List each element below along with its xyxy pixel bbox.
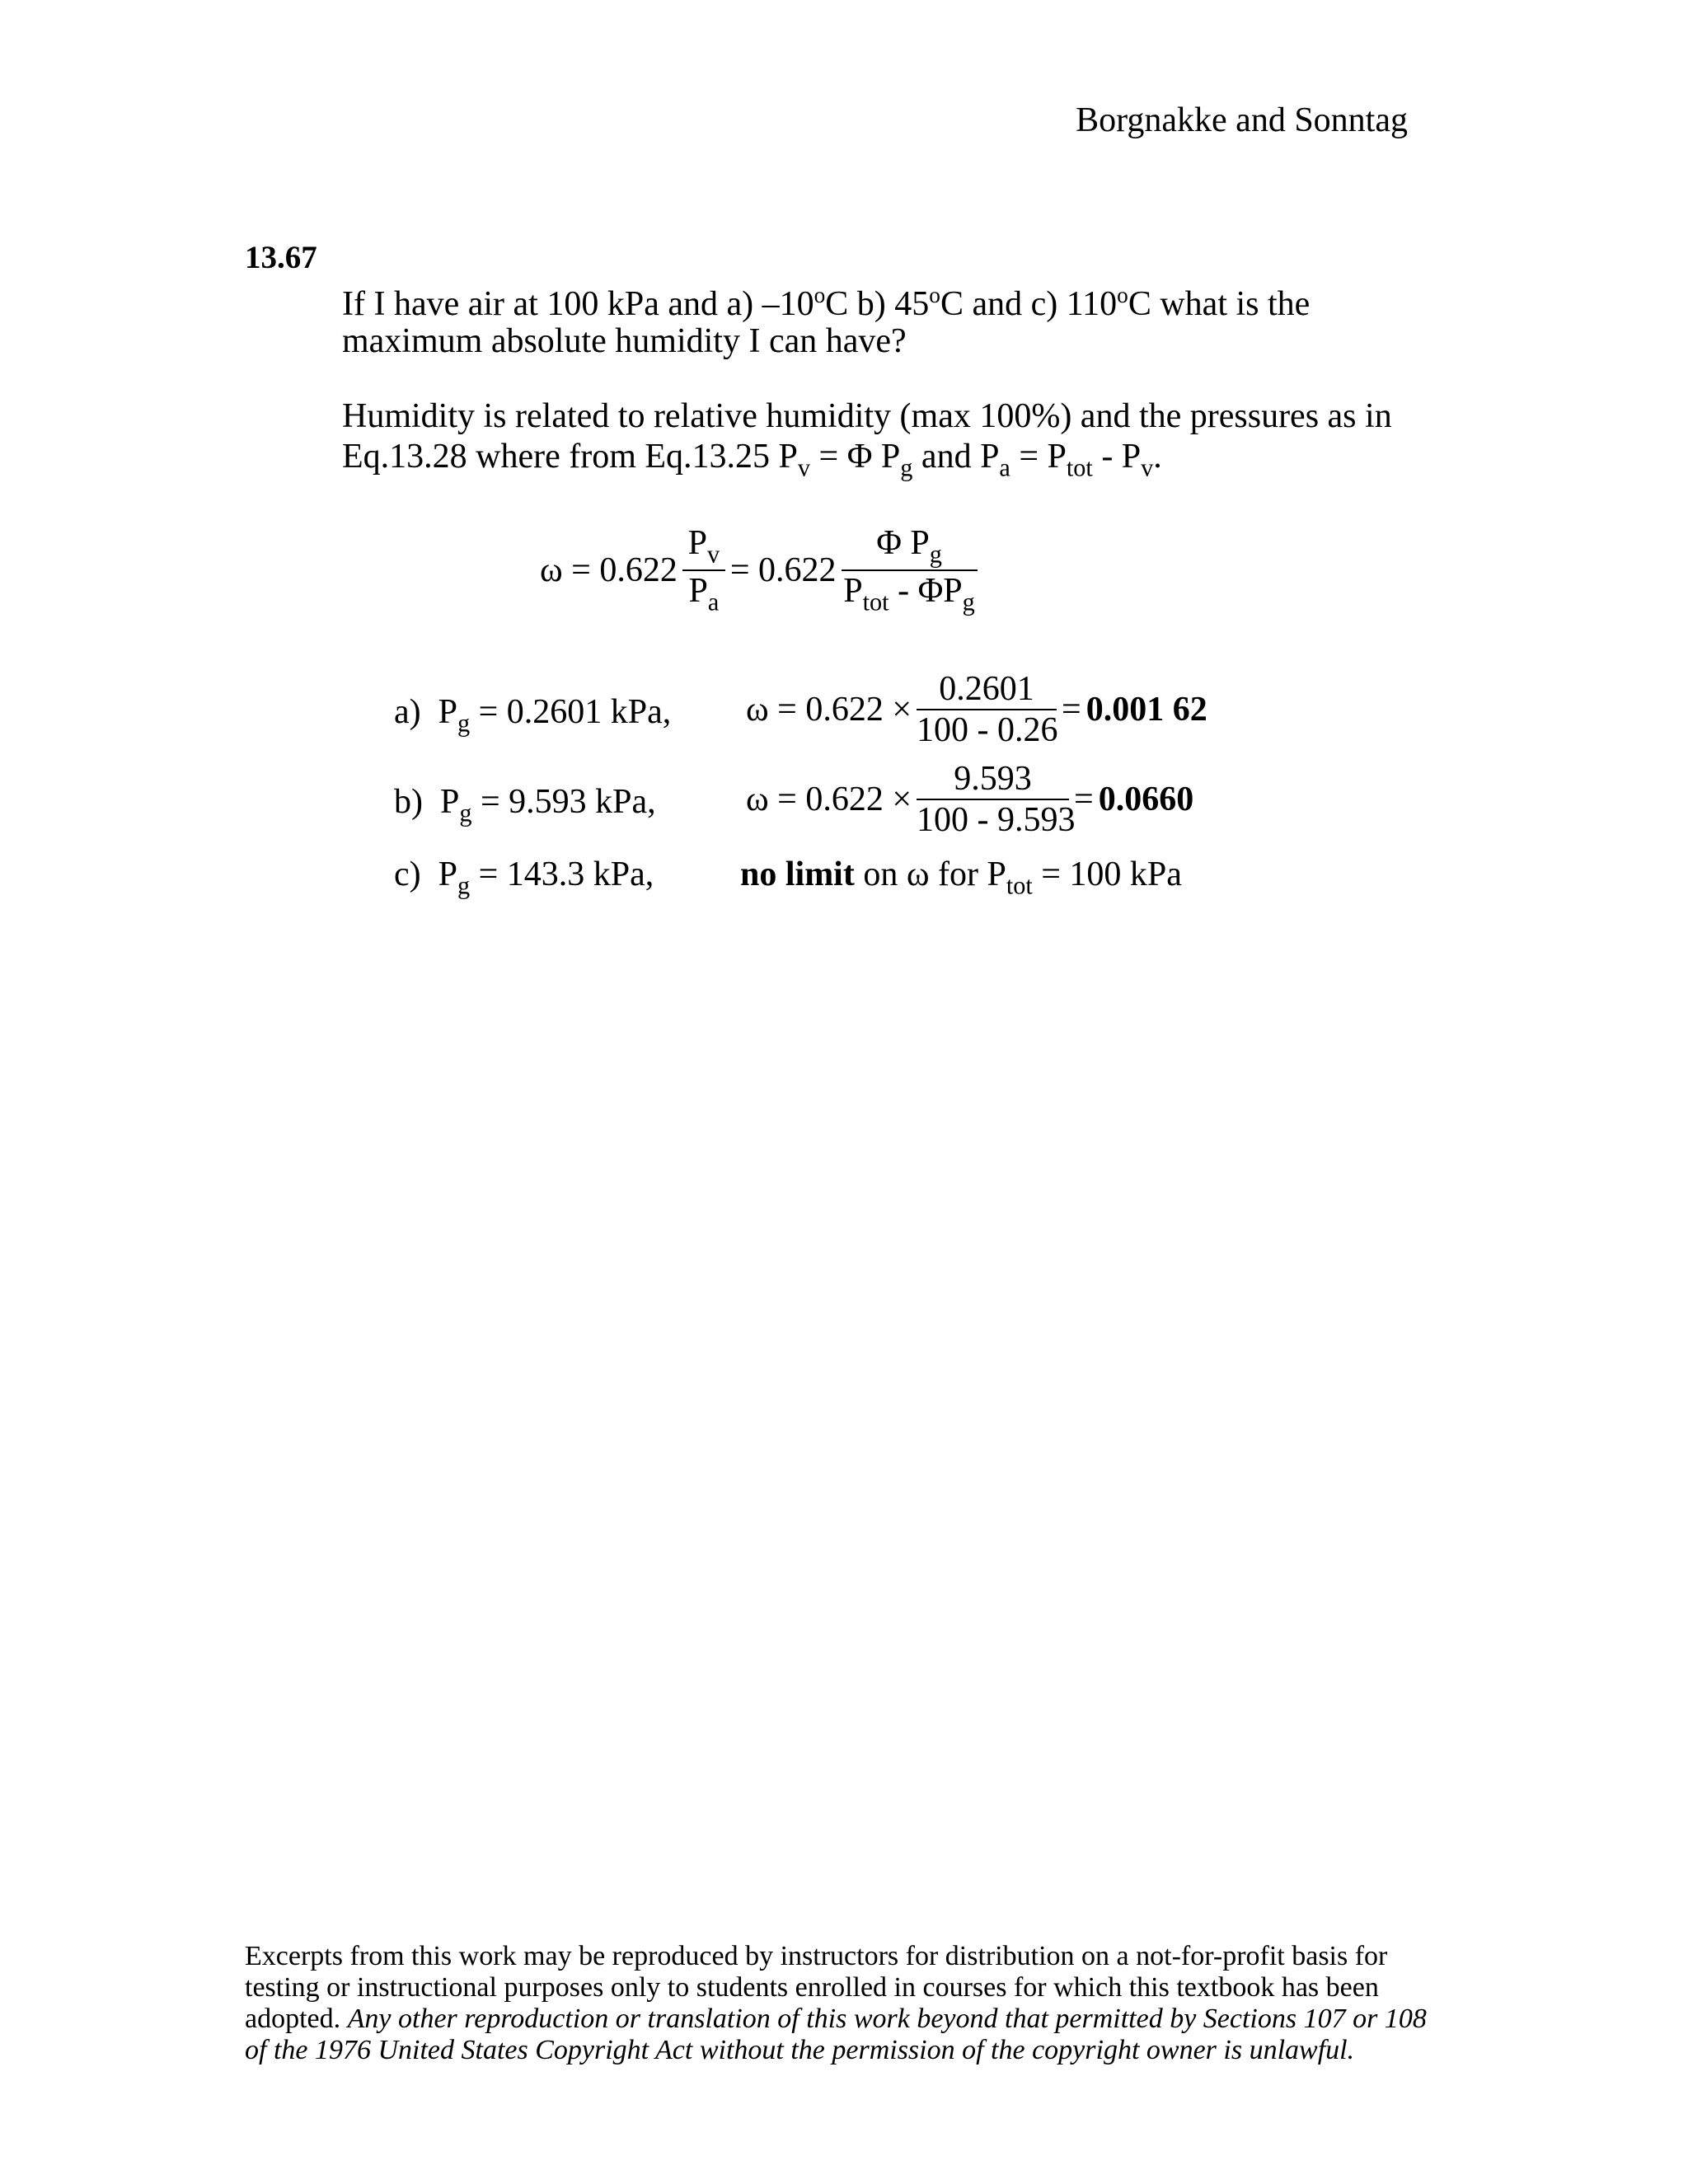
case-c-statement: no limit on ω for $P_{tot} = 100$ kPa (740, 855, 1182, 900)
equation-mid: = 0.622 (729, 551, 837, 590)
fraction-denominator: $P_{tot} - \Phi P_g$ (843, 572, 975, 616)
subscript: a (999, 453, 1010, 482)
fraction-numerator: 0.2601 (939, 670, 1034, 708)
case-b-result: 0.0660 (1098, 780, 1194, 819)
humidity-ratio-equation (540, 525, 978, 616)
explanation-text: = Φ P (810, 438, 901, 476)
equation-lhs: ω = 0.622 (540, 551, 678, 590)
case-b-fraction (917, 760, 1076, 840)
question-text: C and c) 110 (940, 285, 1118, 323)
page-header-authors: Borgnakke and Sonntag (1076, 101, 1408, 139)
explanation-line-1: Humidity is related to relative humidity (max 100%) and the pressures as in (342, 397, 1392, 435)
fraction-bar (682, 569, 725, 571)
fraction-bar (842, 569, 978, 571)
case-label: b) (394, 783, 423, 821)
case-a-pressure: a) $P_g = 0.2601$ kPa, (394, 693, 672, 738)
omega-lhs: ω = 0.622 × (746, 691, 912, 729)
fraction-denominator: 100 - 9.593 (917, 801, 1076, 840)
degree-symbol: o (814, 283, 826, 307)
fraction-numerator: $P_v$ (687, 524, 720, 569)
case-label: a) (394, 693, 421, 731)
fraction-denominator: 100 - 0.26 (917, 711, 1058, 750)
case-c-pressure: c) $P_g = 143.3$ kPa, (394, 855, 654, 900)
case-label: c) (394, 855, 421, 893)
no-limit-text: no limit (740, 855, 855, 893)
footer-plain-text: Excerpts from this work may be reproduced by instructors for distribution on a not-for-profit basis for testing or instructional purposes only to students enrolled in courses for which this textbook has been adopted. (245, 1941, 1388, 2034)
degree-symbol: o (929, 283, 940, 307)
fraction-phi-pg (842, 525, 978, 616)
case-a-equation (746, 671, 1207, 748)
subscript: tot (1066, 453, 1093, 482)
question-line-1 (342, 284, 1310, 321)
explanation-text: Eq.13.28 where from Eq.13.25 P (342, 438, 798, 476)
fraction-numerator: 9.593 (954, 760, 1032, 798)
fraction-denominator: $P_a$ (688, 572, 720, 616)
problem-number: 13.67 (245, 240, 317, 275)
fraction-numerator: Φ $P_g$ (876, 524, 942, 569)
case-a-result: 0.001 62 (1085, 691, 1207, 729)
question-text: C b) 45 (825, 285, 930, 323)
explanation-text: and P (912, 438, 1000, 476)
subscript: g (900, 453, 913, 482)
degree-symbol: o (1117, 283, 1128, 307)
question-line-2: maximum absolute humidity I can have? (342, 322, 907, 360)
equals-sign: = (1074, 780, 1094, 819)
case-a-fraction (917, 671, 1057, 748)
question-text: If I have air at 100 kPa and a) –10 (342, 285, 814, 323)
footer-italic-text: Any other reproduction or translation of this work beyond that permitted by Sections 107 or 108 of the 1976 United States Copyright Act without the permission of the copyright owner is unlawful. (245, 2004, 1427, 2065)
case-b-pressure: b) $P_g = 9.593$ kPa, (394, 783, 656, 827)
explanation-text: - P (1092, 438, 1142, 476)
subscript: v (797, 453, 811, 482)
fraction-bar (917, 709, 1057, 710)
explanation-line-2 (342, 439, 1162, 480)
explanation-text: = P (1010, 438, 1067, 476)
question-text: C what is the (1128, 285, 1311, 323)
explanation-text: . (1153, 438, 1162, 476)
case-b-equation (746, 761, 1193, 838)
omega-lhs: ω = 0.622 × (746, 780, 912, 819)
fraction-pv-over-pa (682, 525, 725, 616)
copyright-footer (245, 1941, 1448, 2066)
fraction-bar (917, 799, 1069, 800)
equals-sign: = (1062, 691, 1081, 729)
subscript: v (1141, 453, 1154, 482)
